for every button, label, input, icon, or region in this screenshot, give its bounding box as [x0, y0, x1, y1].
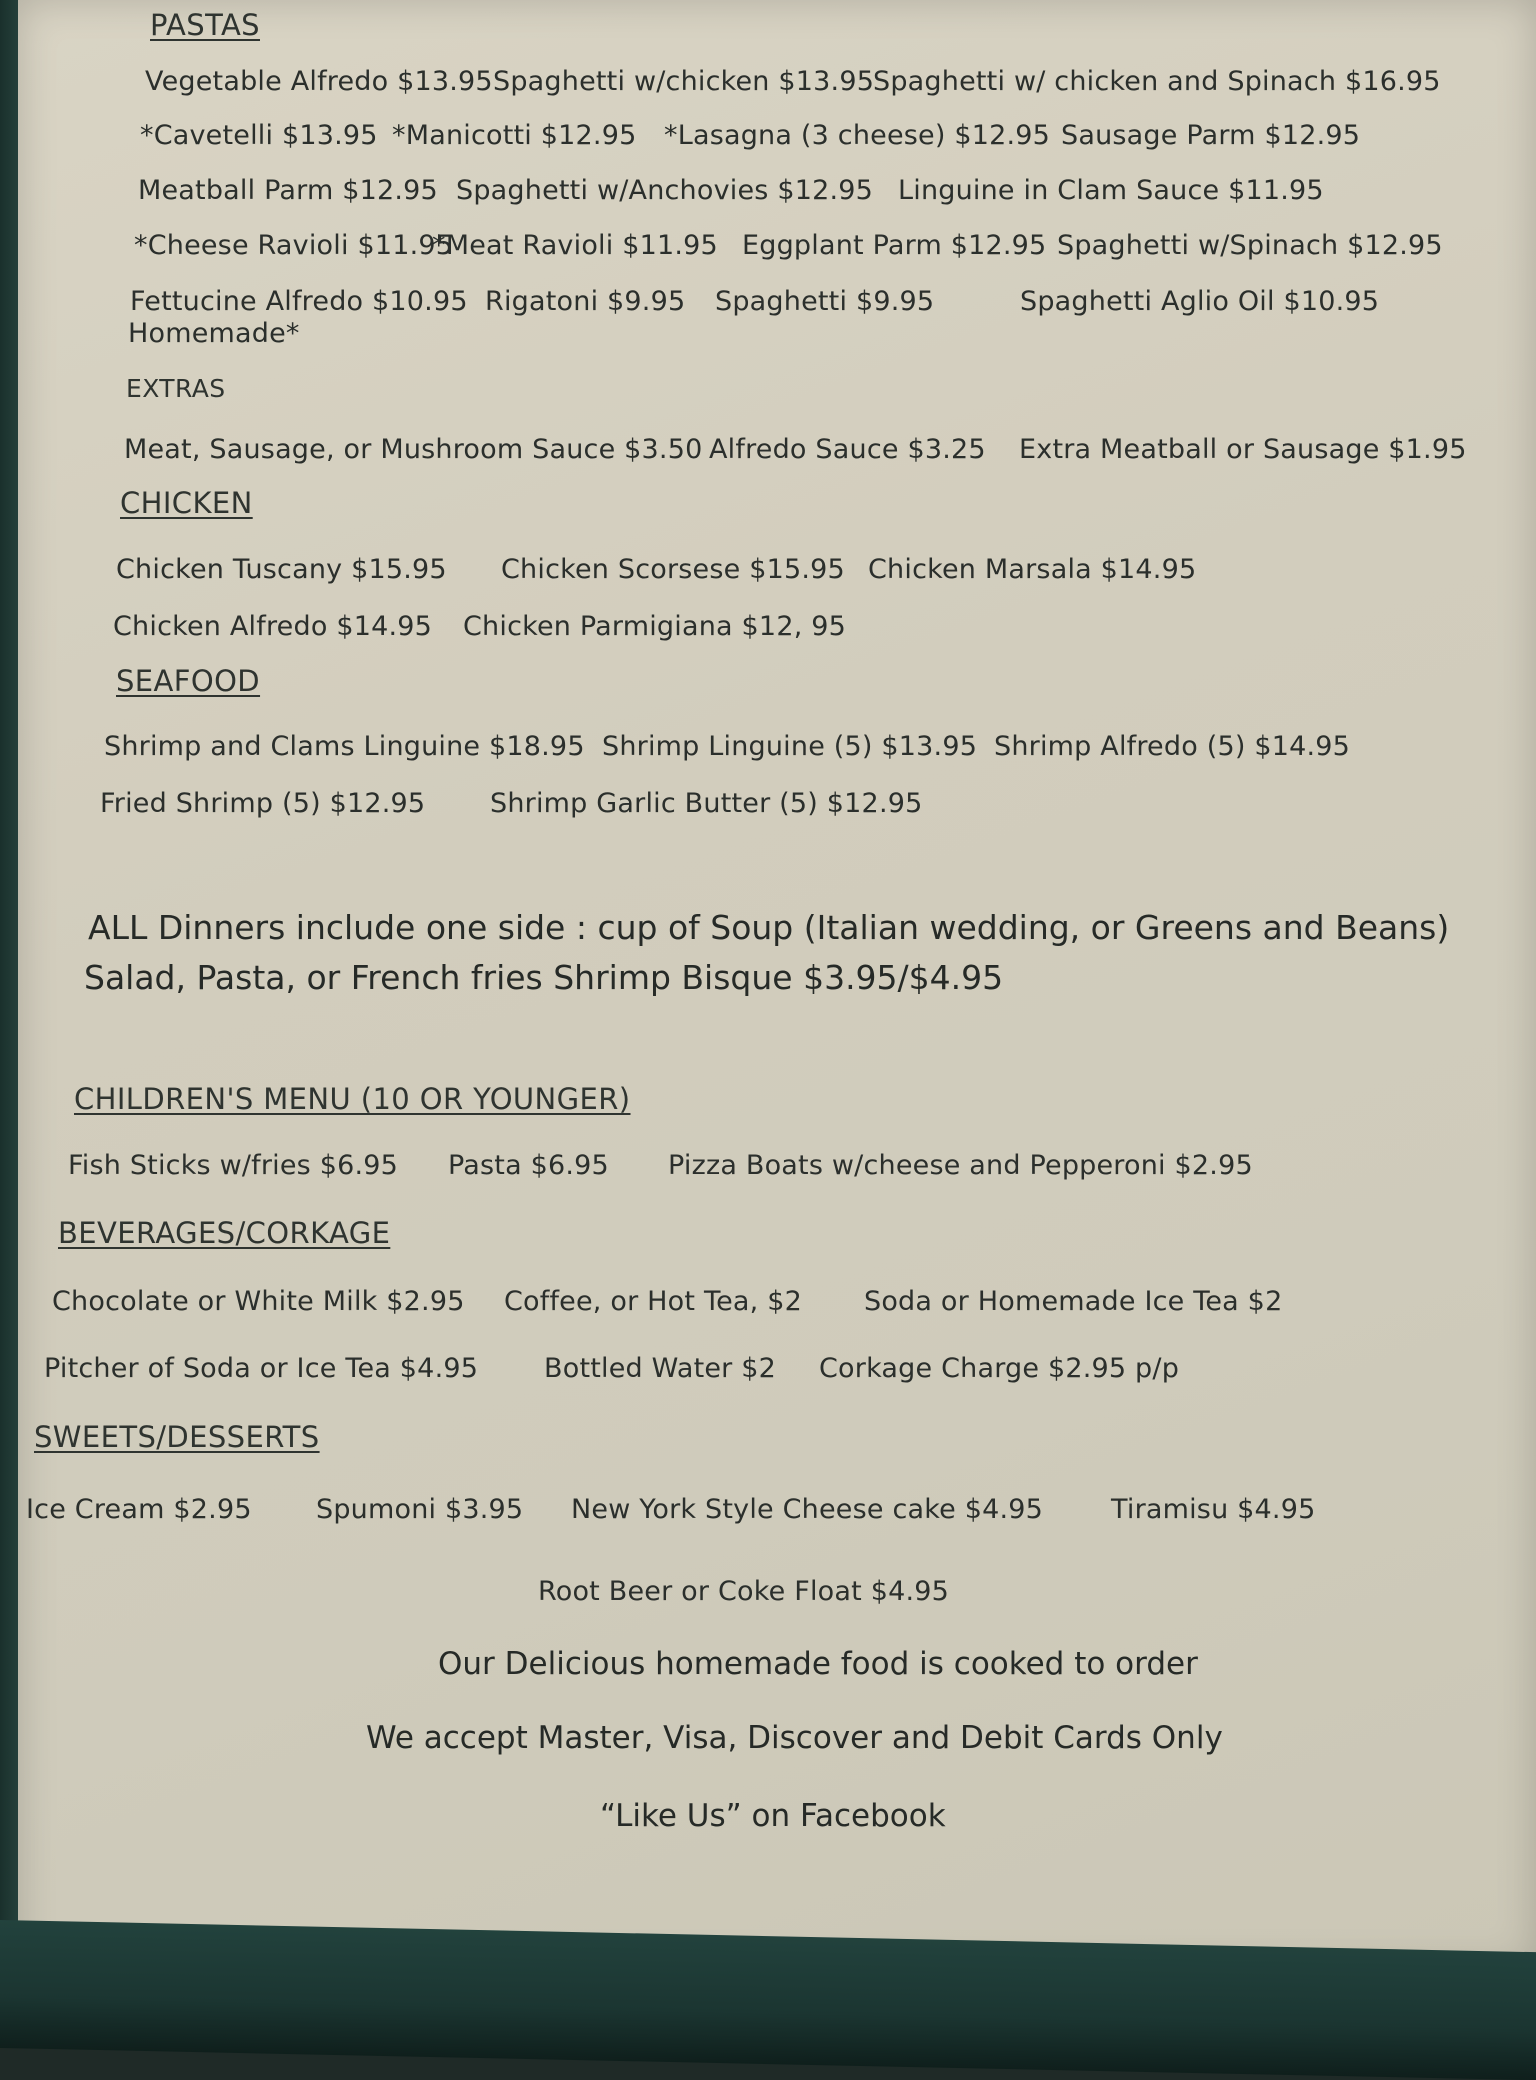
menu-item: Ice Cream $2.95 [26, 1494, 252, 1525]
menu-item: *Lasagna (3 cheese) $12.95 [664, 120, 1051, 151]
menu-item: Spaghetti $9.95 [715, 286, 935, 317]
menu-item: Fettucine Alfredo $10.95 [130, 286, 468, 317]
chicken-row-1 [116, 554, 1196, 585]
chicken-heading: CHICKEN [120, 486, 253, 520]
childrens-menu-heading: CHILDREN'S MENU (10 OR YOUNGER) [74, 1082, 631, 1116]
menu-item: Spaghetti w/Anchovies $12.95 [456, 175, 873, 206]
pastas-row-4 [134, 230, 1443, 261]
extras-heading: EXTRAS [126, 374, 226, 403]
extras-row [124, 434, 1467, 465]
menu-item: Soda or Homemade Ice Tea $2 [864, 1286, 1283, 1317]
menu-item: Chicken Parmigiana $12, 95 [463, 611, 847, 642]
menu-item: *Cheese Ravioli $11.95 [134, 230, 454, 261]
pastas-heading: PASTAS [150, 8, 260, 42]
menu-item: Rigatoni $9.95 [485, 286, 686, 317]
pastas-row-3 [138, 175, 1324, 206]
menu-item: Linguine in Clam Sauce $11.95 [898, 175, 1324, 206]
beverages-row-1 [52, 1286, 1282, 1317]
desserts-heading: SWEETS/DESSERTS [34, 1420, 320, 1454]
menu-item: Shrimp Garlic Butter (5) $12.95 [490, 788, 923, 819]
menu-item: New York Style Cheese cake $4.95 [571, 1494, 1044, 1525]
menu-item: *Manicotti $12.95 [392, 120, 637, 151]
menu-item: Chicken Scorsese $15.95 [501, 554, 845, 585]
pastas-row-1 [145, 66, 1441, 97]
menu-item: Shrimp and Clams Linguine $18.95 [104, 731, 585, 762]
footer-line-1: Our Delicious homemade food is cooked to order [438, 1646, 1198, 1682]
footer-line-2: We accept Master, Visa, Discover and Debit Cards Only [366, 1720, 1223, 1756]
beverages-row-2 [44, 1353, 1179, 1384]
menu-item: Spaghetti w/ chicken and Spinach $16.95 [873, 66, 1441, 97]
menu-item: Coffee, or Hot Tea, $2 [504, 1286, 802, 1317]
menu-item: Shrimp Alfredo (5) $14.95 [994, 731, 1351, 762]
menu-item: Pasta $6.95 [448, 1150, 609, 1181]
menu-item: Pitcher of Soda or Ice Tea $4.95 [44, 1353, 479, 1384]
dinner-note-line-2: Salad, Pasta, or French fries Shrimp Bisque $3.95/$4.95 [84, 958, 1004, 997]
desserts-row [26, 1494, 1315, 1525]
menu-item: Spaghetti w/chicken $13.95 [493, 66, 875, 97]
pastas-row-2 [140, 120, 1360, 151]
menu-item: Meat, Sausage, or Mushroom Sauce $3.50 [124, 434, 703, 465]
menu-item: Sausage Parm $12.95 [1061, 120, 1361, 151]
seafood-row-2 [100, 788, 922, 819]
menu-item: Chicken Tuscany $15.95 [116, 554, 447, 585]
chicken-row-2 [113, 611, 846, 642]
menu-item: Fried Shrimp (5) $12.95 [100, 788, 426, 819]
menu-item: Shrimp Linguine (5) $13.95 [602, 731, 978, 762]
menu-item: Chicken Alfredo $14.95 [113, 611, 433, 642]
menu-item: *Meat Ravioli $11.95 [432, 230, 718, 261]
dinner-note-line-1: ALL Dinners include one side : cup of Soup (Italian wedding, or Greens and Beans) [88, 908, 1450, 947]
menu-item: Meatball Parm $12.95 [138, 175, 438, 206]
menu-item: Tiramisu $4.95 [1111, 1494, 1316, 1525]
float-item: Root Beer or Coke Float $4.95 [538, 1576, 949, 1607]
menu-item: Chicken Marsala $14.95 [868, 554, 1197, 585]
menu-item: Fish Sticks w/fries $6.95 [68, 1150, 399, 1181]
menu-item: Spaghetti Aglio Oil $10.95 [1020, 286, 1380, 317]
pastas-row-5 [130, 286, 1379, 317]
menu-item: Pizza Boats w/cheese and Pepperoni $2.95 [668, 1150, 1253, 1181]
homemade-note: Homemade* [128, 318, 300, 349]
childrens-menu-row [68, 1150, 1253, 1181]
footer-line-3: “Like Us” on Facebook [600, 1798, 946, 1834]
seafood-row-1 [104, 731, 1350, 762]
seafood-heading: SEAFOOD [116, 664, 261, 698]
menu-item: Extra Meatball or Sausage $1.95 [1019, 434, 1467, 465]
menu-item: Chocolate or White Milk $2.95 [52, 1286, 465, 1317]
menu-item: Spaghetti w/Spinach $12.95 [1057, 230, 1443, 261]
menu-item: Vegetable Alfredo $13.95 [145, 66, 493, 97]
menu-item: Eggplant Parm $12.95 [742, 230, 1047, 261]
beverages-heading: BEVERAGES/CORKAGE [58, 1216, 391, 1250]
menu-item: *Cavetelli $13.95 [140, 120, 378, 151]
menu-item: Corkage Charge $2.95 p/p [819, 1353, 1180, 1384]
menu-item: Alfredo Sauce $3.25 [709, 434, 986, 465]
menu-item: Bottled Water $2 [544, 1353, 777, 1384]
menu-item: Spumoni $3.95 [316, 1494, 524, 1525]
